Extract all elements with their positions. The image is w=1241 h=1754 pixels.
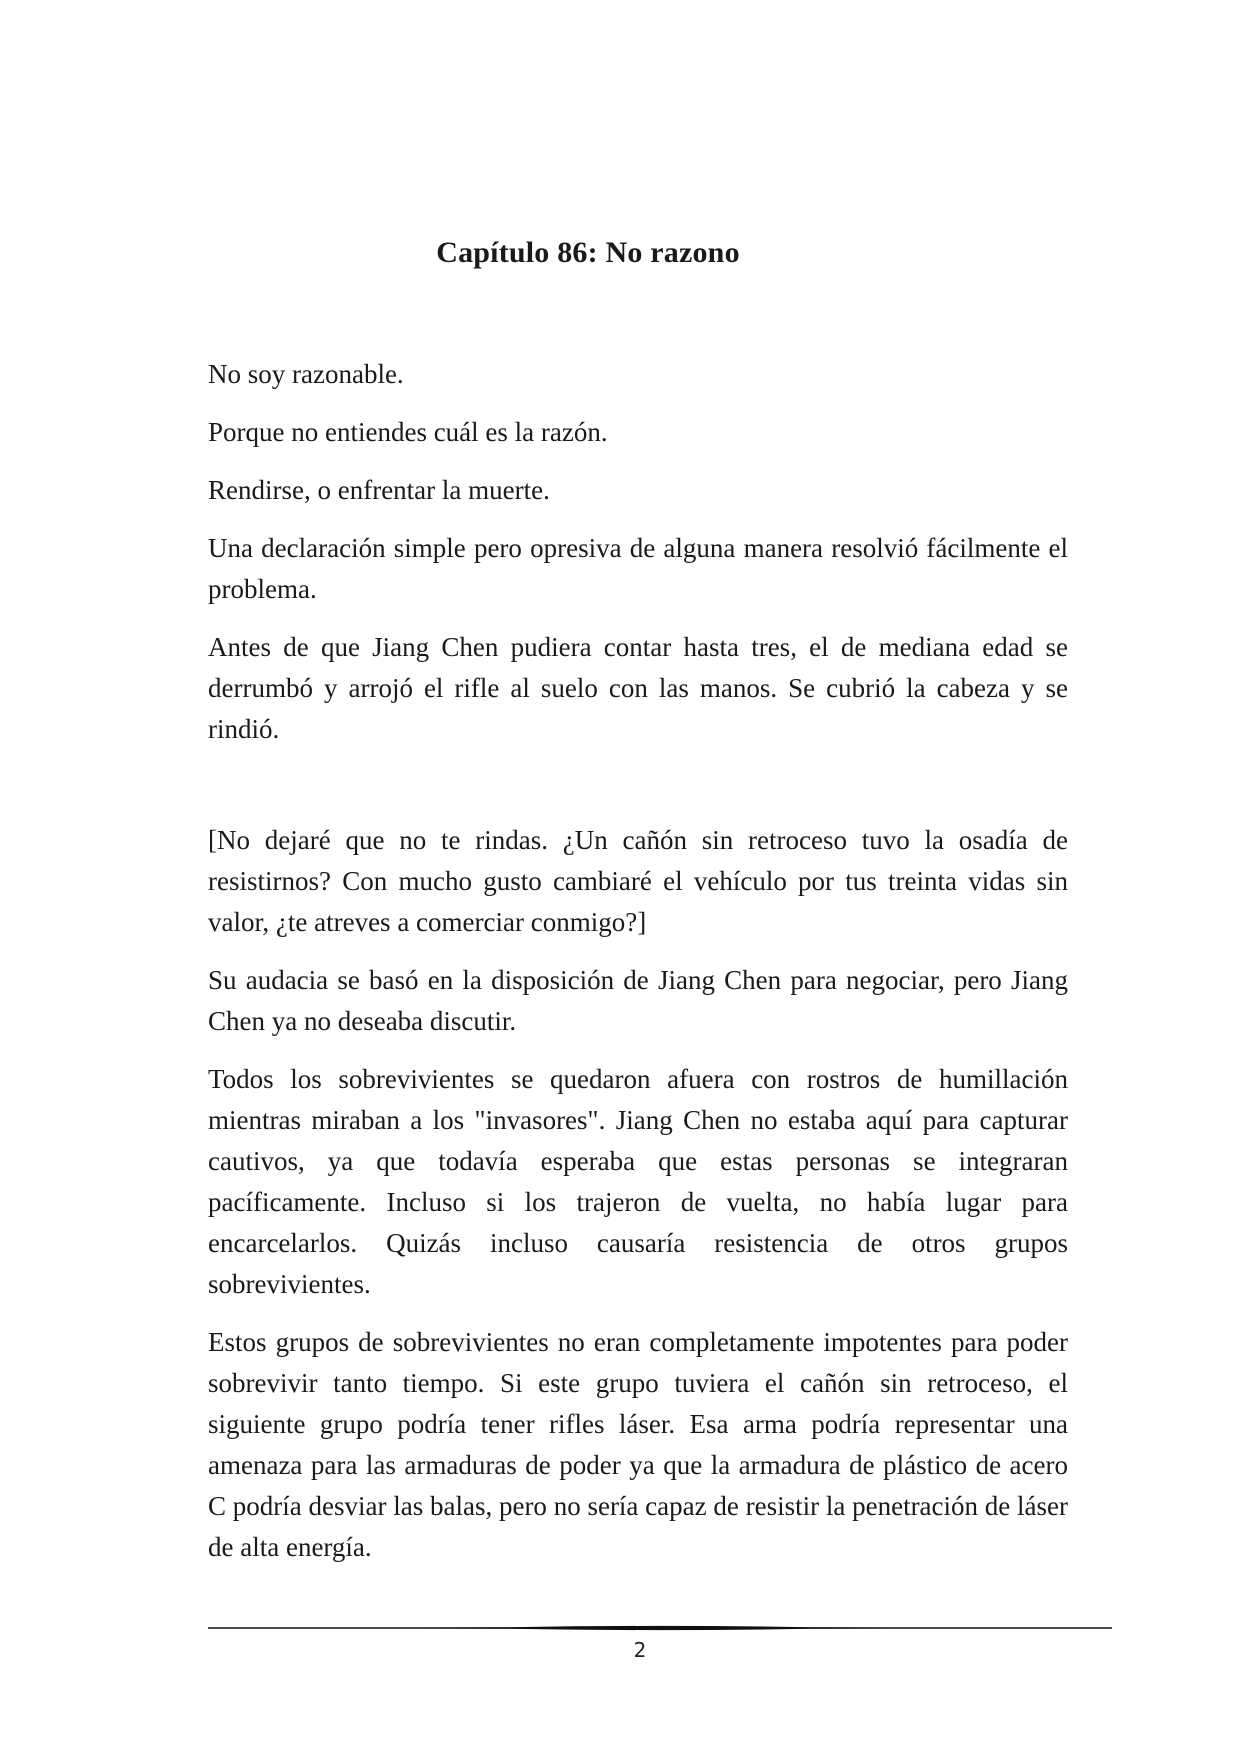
- chapter-title: Capítulo 86: No razono: [436, 236, 740, 269]
- chapter-body: [208, 354, 1068, 1585]
- page-number: 2: [633, 1638, 647, 1662]
- paragraph: Porque no entiendes cuál es la razón.: [208, 417, 608, 447]
- paragraph: Antes de que Jiang Chen pudiera contar hasta tres, el de mediana edad se derrumbó y arrojó el rifle al suelo con las manos. Se cubrió la cabeza y se rindió.: [208, 632, 1068, 744]
- paragraph: No soy razonable.: [208, 359, 404, 389]
- paragraph: Estos grupos de sobrevivientes no eran completamente impotentes para poder sobrevivir tanto tiempo. Si este grupo tuviera el cañón sin retroceso, el siguiente grupo podría tener rifles láser. Esa arma podría representar una amenaza para las armaduras de poder ya que la armadura de plástico de acero C podría desviar las balas, pero no sería capaz de resistir la penetración de láser de alta energía.: [208, 1327, 1068, 1562]
- paragraph: Rendirse, o enfrentar la muerte.: [208, 475, 550, 505]
- paragraph: Una declaración simple pero opresiva de alguna manera resolvió fácilmente el problema.: [208, 533, 1068, 604]
- paragraph: Todos los sobrevivientes se quedaron afuera con rostros de humillación mientras miraban a los "invasores". Jiang Chen no estaba aquí para capturar cautivos, ya que todavía esperaba que estas personas se integraran pacíficamente. Incluso si los trajeron de vuelta, no había lugar para encarcelarlos. Quizás incluso causaría resistencia de otros grupos sobrevivientes.: [208, 1064, 1068, 1299]
- paragraph: Su audacia se basó en la disposición de Jiang Chen para negociar, pero Jiang Chen ya no deseaba discutir.: [208, 965, 1068, 1036]
- paragraph: [No dejaré que no te rindas. ¿Un cañón sin retroceso tuvo la osadía de resistirnos? Con mucho gusto cambiaré el vehículo por tus treinta vidas sin valor, ¿te atreves a comerciar conmigo?]: [208, 825, 1068, 937]
- footer-divider: [208, 1623, 1112, 1633]
